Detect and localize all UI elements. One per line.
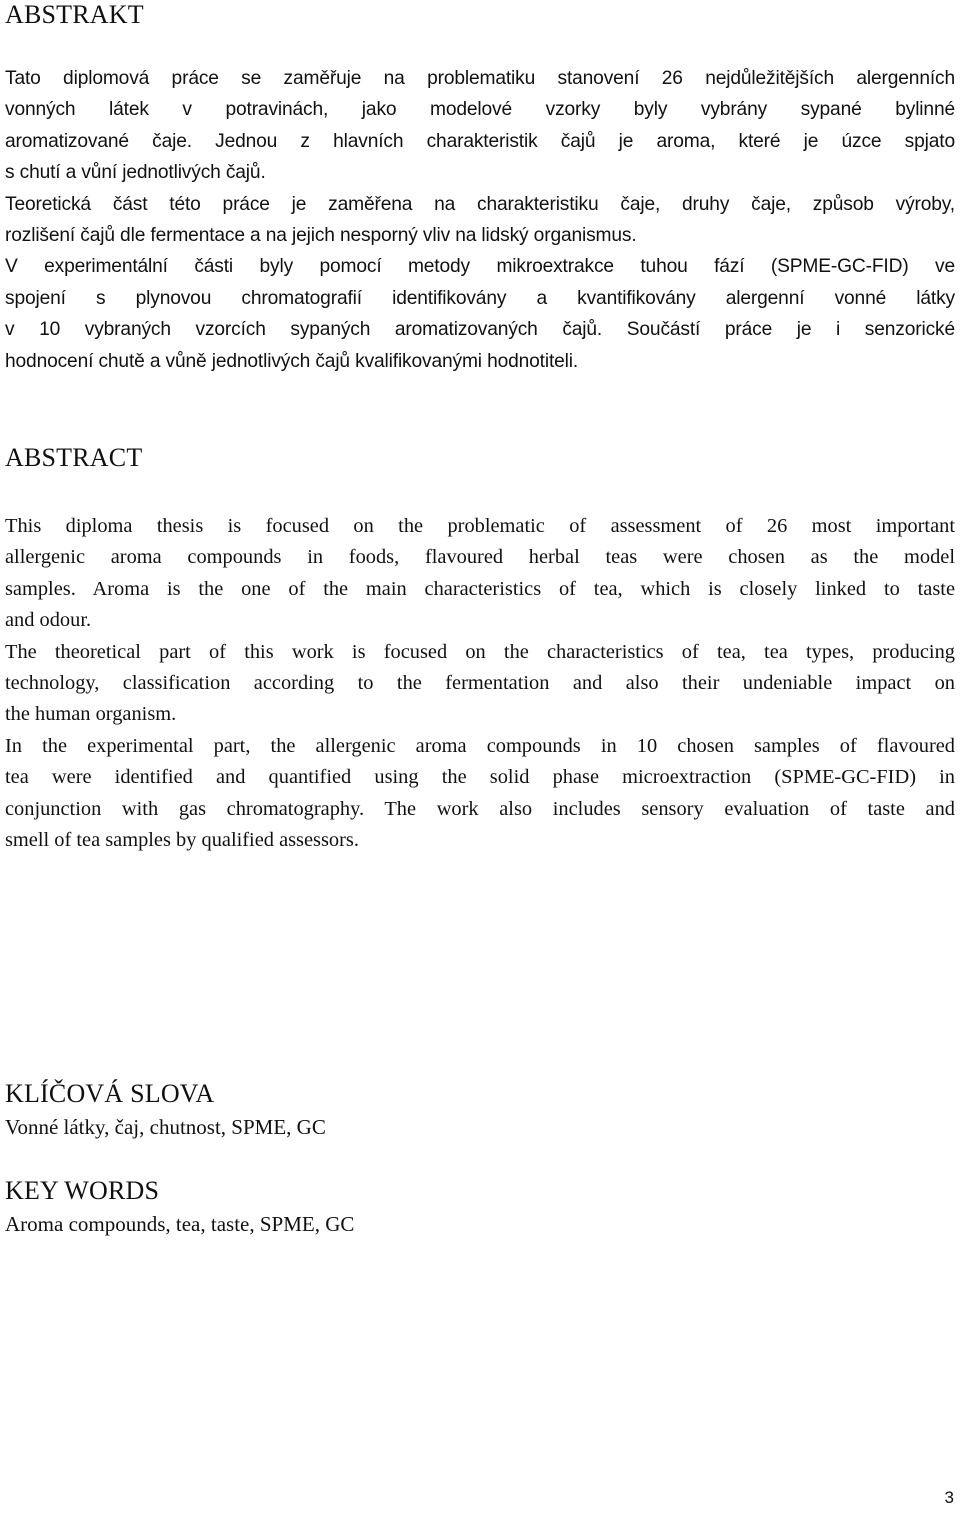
abstrakt-line: V experimentální části byly pomocí metody mikroextrakce tuhou fází (SPME-GC-FID) ve bbox=[5, 256, 955, 278]
abstrakt-line: rozlišení čajů dle fermentace a na jejich nesporný vliv na lidský organismus. bbox=[5, 225, 637, 247]
abstract-body bbox=[5, 511, 955, 856]
abstrakt-line: Tato diplomová práce se zaměřuje na problematiku stanovení 26 nejdůležitějších alergenních bbox=[5, 68, 955, 89]
abstract-line: smell of tea samples by qualified assessors. bbox=[5, 829, 359, 852]
abstract-line: and odour. bbox=[5, 609, 92, 632]
abstract-line: tea were identified and quantified using the solid phase microextraction (SPME-GC-FID) in bbox=[5, 766, 955, 789]
abstract-line: This diploma thesis is focused on the problematic of assessment of 26 most important bbox=[5, 515, 955, 537]
abstrakt-heading: ABSTRAKT bbox=[5, 0, 144, 29]
abstrakt-line: hodnocení chutě a vůně jednotlivých čajů kvalifikovanými hodnotiteli. bbox=[5, 350, 579, 372]
abstract-line: The theoretical part of this work is focused on the characteristics of tea, tea types, producing bbox=[5, 640, 955, 663]
keywords-en-heading: KEY WORDS bbox=[5, 1176, 160, 1205]
abstrakt-line: v 10 vybraných vzorcích sypaných aromatizovaných čajů. Součástí práce je i senzorické bbox=[5, 319, 955, 341]
page-number: 3 bbox=[944, 1488, 954, 1507]
abstract-line: the human organism. bbox=[5, 703, 177, 726]
abstract-heading: ABSTRACT bbox=[5, 443, 143, 472]
abstract-line: allergenic aroma compounds in foods, flavoured herbal teas were chosen as the model bbox=[5, 546, 955, 569]
abstract-line: technology, classification according to the fermentation and also their undeniable impact on bbox=[5, 672, 955, 695]
abstrakt-line: s chutí a vůní jednotlivých čajů. bbox=[5, 162, 266, 184]
abstract-line: In the experimental part, the allergenic aroma compounds in 10 chosen samples of flavoured bbox=[5, 734, 955, 757]
keywords-cz-heading: KLÍČOVÁ SLOVA bbox=[5, 1079, 215, 1108]
abstract-line: conjunction with gas chromatography. The work also includes sensory evaluation of taste and bbox=[5, 797, 955, 820]
abstrakt-body bbox=[5, 63, 955, 377]
abstrakt-line: Teoretická část této práce je zaměřena na charakteristiku čaje, druhy čaje, způsob výroby, bbox=[5, 193, 955, 215]
keywords-cz-text: Vonné látky, čaj, chutnost, SPME, GC bbox=[5, 1115, 326, 1139]
abstrakt-line: vonných látek v potravinách, jako modelové vzorky byly vybrány sypané bylinné bbox=[5, 99, 955, 121]
abstract-line: samples. Aroma is the one of the main characteristics of tea, which is closely linked to taste bbox=[5, 577, 955, 600]
abstrakt-line: aromatizované čaje. Jednou z hlavních charakteristik čajů je aroma, které je úzce spjato bbox=[5, 130, 955, 152]
abstrakt-line: spojení s plynovou chromatografií identifikovány a kvantifikovány alergenní vonné látky bbox=[5, 287, 955, 309]
keywords-en-text: Aroma compounds, tea, taste, SPME, GC bbox=[5, 1212, 355, 1236]
